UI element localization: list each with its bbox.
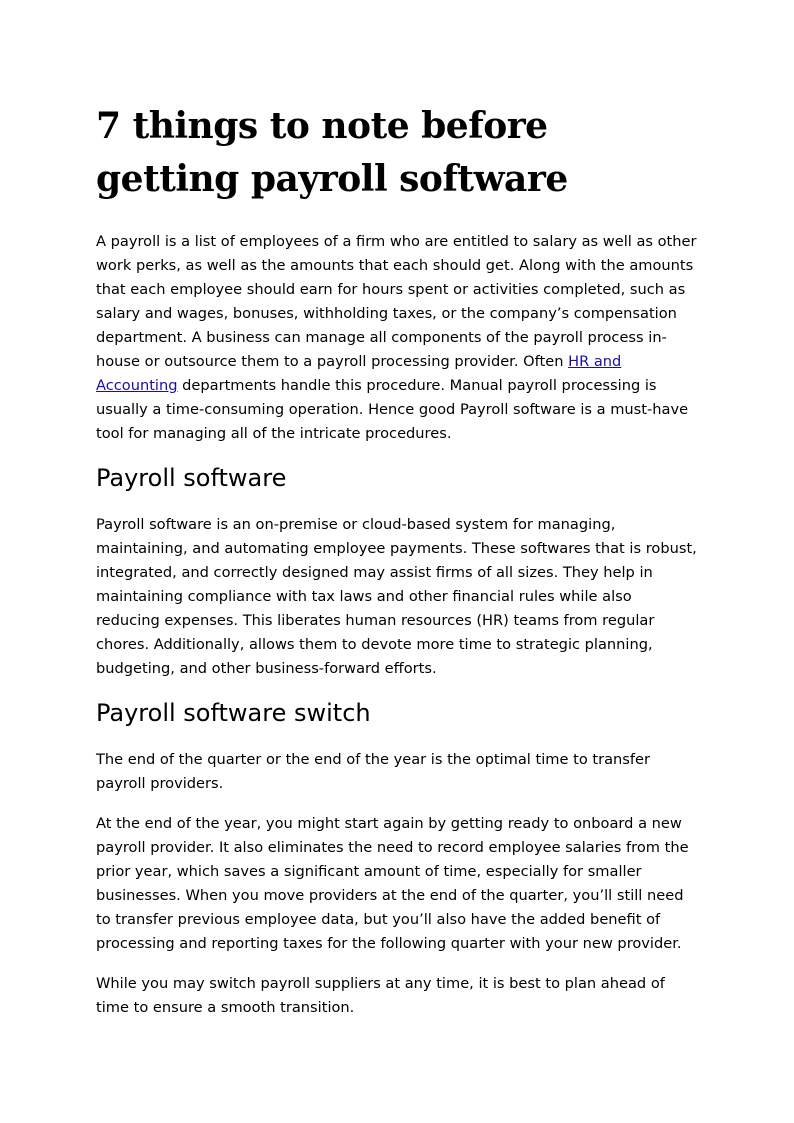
intro-paragraph xyxy=(96,230,700,446)
section-heading-payroll-software-switch: Payroll software switch xyxy=(96,699,371,727)
page-title: 7 things to note before getting payroll software xyxy=(96,105,568,200)
section-heading-payroll-software: Payroll software xyxy=(96,464,287,492)
intro-text-before-link: A payroll is a list of employees of a firm who are entitled to salary as well as other work perks, as well as the amounts that each should get. Along with the amounts that each employee should earn for hours spent or activities completed, such as salary and wages, bonuses, withholding taxes, or the company’s compensation department. A business can manage all components of the payroll process in-house or outsource them to a payroll processing provider. Often xyxy=(96,233,697,370)
payroll-software-paragraph: Payroll software is an on-premise or cloud-based system for managing, maintaining, and automating employee payments. These softwares that is robust, integrated, and correctly designed may assist firms of all sizes. They help in maintaining compliance with tax laws and other financial rules while also reducing expenses. This liberates human resources (HR) teams from regular chores. Additionally, allows them to devote more time to strategic planning, budgeting, and other business-forward efforts. xyxy=(96,516,697,677)
switch-paragraph-timing: The end of the quarter or the end of the year is the optimal time to transfer payroll providers. xyxy=(96,751,651,792)
hr-accounting-link[interactable]: HR and Accounting xyxy=(96,353,622,394)
intro-text-after-link: departments handle this procedure. Manual payroll processing is usually a time-consuming operation. Hence good Payroll software is a must-have tool for managing all of the intricate procedures. xyxy=(96,377,689,442)
switch-paragraph-year-end: At the end of the year, you might start again by getting ready to onboard a new payroll provider. It also eliminates the need to record employee salaries from the prior year, which saves a significant amount of time, especially for smaller businesses. When you move providers at the end of the quarter, you’ll still need to transfer previous employee data, but you’ll also have the added benefit of processing and reporting taxes for the following quarter with your new provider. xyxy=(96,815,689,952)
document-page xyxy=(96,100,700,1036)
switch-paragraph-plan-ahead: While you may switch payroll suppliers at any time, it is best to plan ahead of time to ensure a smooth transition. xyxy=(96,975,665,1016)
